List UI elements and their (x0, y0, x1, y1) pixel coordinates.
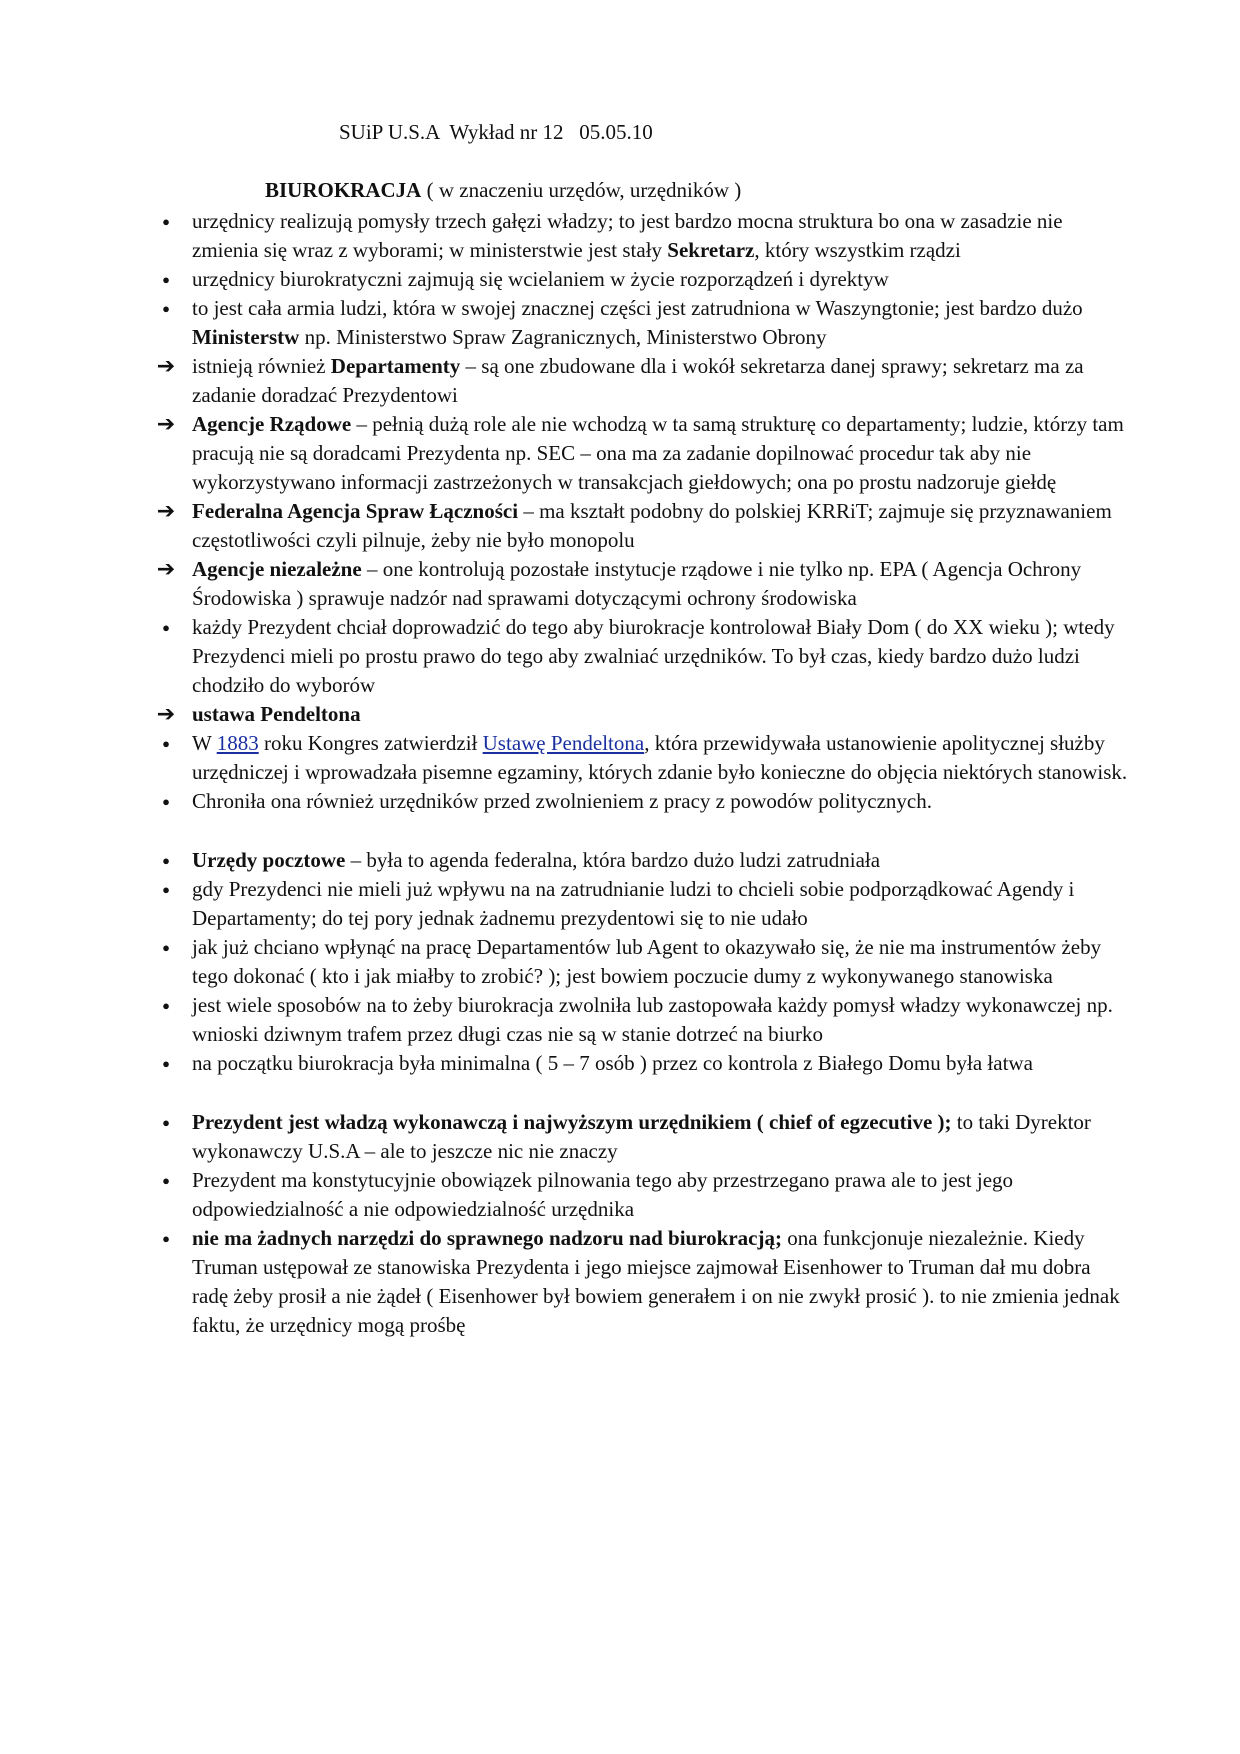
list-item: ● to jest cała armia ludzi, która w swojej znacznej części jest zatrudniona w Waszyngtonie; jest bardzo dużo Ministerstw np. Ministerstwo Spraw Zagranicznych, Ministerstwo Obrony (150, 294, 1130, 352)
list-item: ● na początku biurokracja była minimalna ( 5 – 7 osób ) przez co kontrola z Białego Domu była łatwa (150, 1049, 1130, 1078)
heading-subtitle: ( w znaczeniu urzędów, urzędników ) (421, 178, 742, 202)
arrow-icon (150, 410, 182, 439)
bullet-icon (150, 294, 182, 324)
bullet-icon (150, 846, 182, 876)
arrow-icon (150, 555, 182, 584)
spacer (150, 1078, 1130, 1108)
lecture-number: Wykład nr 12 (449, 120, 564, 144)
bullet-icon (150, 1049, 182, 1079)
list-item: ● jak już chciano wpłynąć na pracę Departamentów lub Agent to okazywało się, że nie ma instrumentów żeby tego dokonać ( kto i jak miałby to zrobić? ); jest bowiem poczucie dumy z wykonywanego stanowiska (150, 933, 1130, 991)
year-link[interactable]: 1883 (216, 731, 259, 755)
bullet-icon (150, 1108, 182, 1138)
bullet-icon (150, 207, 182, 237)
bullet-icon (150, 991, 182, 1021)
bullet-icon (150, 787, 182, 817)
document-header (339, 118, 653, 146)
arrow-icon (150, 352, 182, 381)
list-item: ➔ ustawa Pendeltona (150, 700, 1130, 729)
spacer (150, 816, 1130, 846)
list-item: ➔ Agencje niezależne – one kontrolują pozostałe instytucje rządowe i nie tylko np. EPA ( Agencja Ochrony Środowiska ) sprawuje nadzór nad sprawami dotyczącymi ochrony środowiska (150, 555, 1130, 613)
pendelton-act-link[interactable]: Ustawę Pendeltona (482, 731, 645, 755)
list-item: ● Chroniła ona również urzędników przed zwolnieniem z pracy z powodów politycznych. (150, 787, 1130, 816)
arrow-icon (150, 497, 182, 526)
list-item: ● nie ma żadnych narzędzi do sprawnego nadzoru nad biurokracją; ona funkcjonuje niezależnie. Kiedy Truman ustępował ze stanowiska Prezydenta i jego miejsce zajmował Eisenhower to Truman dał mu dobra radę żeby prosił a nie żądeł ( Eisenhower był bowiem generałem i on nie zwykł prosić ). to nie zmienia jednak faktu, że urzędnicy mogą prośbę (150, 1224, 1130, 1340)
bullet-icon (150, 265, 182, 295)
list-item: ● urzędnicy biurokratyczni zajmują się wcielaniem w życie rozporządzeń i dyrektyw (150, 265, 1130, 294)
bullet-icon (150, 729, 182, 759)
bullet-icon (150, 875, 182, 905)
list-item: ● gdy Prezydenci nie mieli już wpływu na na zatrudnianie ludzi to chcieli sobie podporządkować Agendy i Departamenty; do tej pory jednak żadnemu prezydentowi się to nie udało (150, 875, 1130, 933)
list-item: ● urzędnicy realizują pomysły trzech gałęzi władzy; to jest bardzo mocna struktura bo ona w zasadzie nie zmienia się wraz z wyborami; w ministerstwie jest stały Sekretarz, który wszystkim rządzi (150, 207, 1130, 265)
arrow-icon (150, 700, 182, 729)
course-name: SUiP U.S.A (339, 120, 440, 144)
notes-list (150, 207, 1130, 1340)
bullet-icon (150, 1166, 182, 1196)
list-item: ● Urzędy pocztowe – była to agenda federalna, która bardzo dużo ludzi zatrudniała (150, 846, 1130, 875)
list-item: ● jest wiele sposobów na to żeby biurokracja zwolniła lub zastopowała każdy pomysł władzy wykonawczej np. wnioski dziwnym trafem przez długi czas nie są w stanie dotrzeć na biurko (150, 991, 1130, 1049)
lecture-date: 05.05.10 (579, 120, 653, 144)
heading-title: BIUROKRACJA (265, 178, 422, 202)
list-item: ● każdy Prezydent chciał doprowadzić do tego aby biurokracje kontrolował Biały Dom ( do XX wieku ); wtedy Prezydenci mieli po prostu prawo do tego aby zwalniać urzędników. To był czas, kiedy bardzo dużo ludzi chodziło do wyborów (150, 613, 1130, 700)
list-item: ● W 1883 roku Kongres zatwierdził Ustawę Pendeltona, która przewidywała ustanowienie apolitycznej służby urzędniczej i wprowadzała pisemne egzaminy, których zdanie było konieczne do objęcia niektórych stanowisk. (150, 729, 1130, 787)
list-item: ➔ Agencje Rządowe – pełnią dużą role ale nie wchodzą w ta samą strukturę co departamenty; ludzie, którzy tam pracują nie są doradcami Prezydenta np. SEC – ona ma za zadanie dopilnować procedur tak aby nie wykorzystywano informacji zastrzeżonych w transakcjach giełdowych; ona po prostu nadzoruje giełdę (150, 410, 1130, 497)
list-item: ● Prezydent ma konstytucyjnie obowiązek pilnowania tego aby przestrzegano prawa ale to jest jego odpowiedzialność a nie odpowiedzialność urzędnika (150, 1166, 1130, 1224)
list-item: ● Prezydent jest władzą wykonawczą i najwyższym urzędnikiem ( chief of egzecutive ); to taki Dyrektor wykonawczy U.S.A – ale to jeszcze nic nie znaczy (150, 1108, 1130, 1166)
list-item: ➔ Federalna Agencja Spraw Łączności – ma kształt podobny do polskiej KRRiT; zajmuje się przyznawaniem częstotliwości czyli pilnuje, żeby nie było monopolu (150, 497, 1130, 555)
bullet-icon (150, 613, 182, 643)
bullet-icon (150, 933, 182, 963)
list-item: ➔ istnieją również Departamenty – są one zbudowane dla i wokół sekretarza danej sprawy; sekretarz ma za zadanie doradzać Prezydentowi (150, 352, 1130, 410)
section-heading (265, 176, 741, 204)
bullet-icon (150, 1224, 182, 1254)
